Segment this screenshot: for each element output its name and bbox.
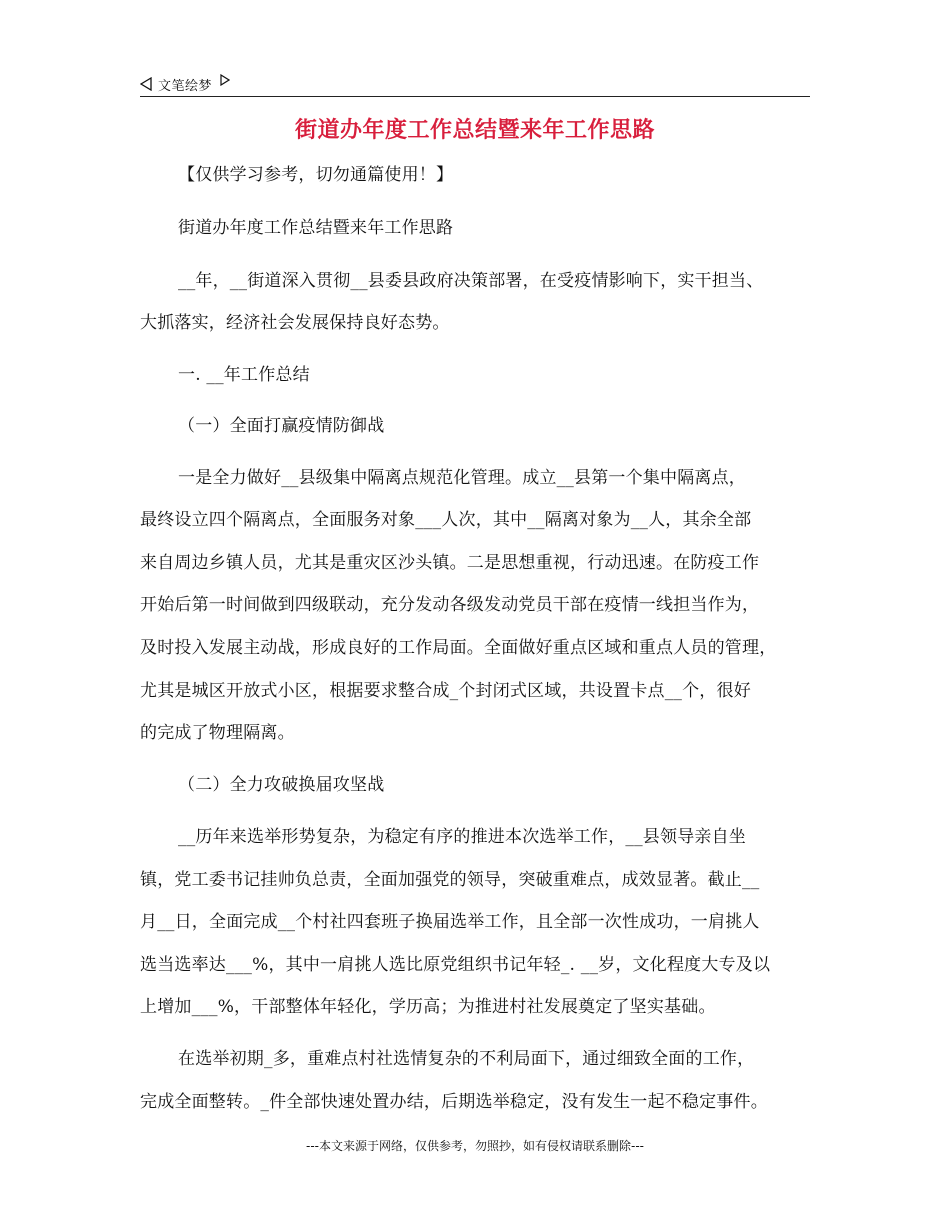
paragraph-line: 的完成了物理隔离。 bbox=[140, 723, 295, 743]
paragraph-line: 上增加___%，干部整体年轻化，学历高；为推进村社发展奠定了坚实基础。 bbox=[140, 997, 716, 1017]
subsection-heading: （一）全面打赢疫情防御战 bbox=[178, 416, 385, 436]
subsection-heading: （二）全力攻破换届攻坚战 bbox=[178, 775, 385, 795]
paragraph-line: 尤其是城区开放式小区，根据要求整合成_个封闭式区域，共设置卡点__个，很好 bbox=[140, 681, 751, 701]
page-footer: ---本文来源于网络，仅供参考，勿照抄，如有侵权请联系删除--- bbox=[306, 1139, 644, 1153]
paragraph-line: __年，__街道深入贯彻__县委县政府决策部署，在受疫情影响下，实干担当、 bbox=[178, 271, 764, 291]
section-heading: 一. __年工作总结 bbox=[178, 365, 310, 385]
subtitle-line: 街道办年度工作总结暨来年工作思路 bbox=[178, 218, 454, 238]
page-header bbox=[140, 72, 810, 97]
paragraph-line: 月__日，全面完成__个村社四套班子换届选举工作，且全部一次性成功，一肩挑人 bbox=[140, 912, 760, 932]
paragraph-line: 最终设立四个隔离点，全面服务对象___人次，其中__隔离对象为__人，其余全部 bbox=[140, 510, 752, 530]
disclaimer-line: 【仅供学习参考，切勿通篇使用！】 bbox=[178, 165, 454, 185]
paragraph-line: 大抓落实，经济社会发展保持良好态势。 bbox=[140, 313, 450, 333]
paragraph-line: 在选举初期_多，重难点村社选情复杂的不利局面下，通过细致全面的工作， bbox=[178, 1049, 755, 1069]
triangle-right-icon bbox=[220, 74, 230, 86]
paragraph-line: 完成全面整转。_件全部快速处置办结，后期选举稳定，没有发生一起不稳定事件。 bbox=[140, 1092, 768, 1112]
document-title: 街道办年度工作总结暨来年工作思路 bbox=[294, 118, 655, 143]
triangle-left-icon bbox=[140, 77, 152, 91]
paragraph-line: 来自周边乡镇人员，尤其是重灾区沙头镇。二是思想重视，行动迅速。在防疫工作 bbox=[140, 553, 760, 573]
header-brand: 文笔绘梦 bbox=[158, 78, 213, 94]
paragraph-line: 一是全力做好__县级集中隔离点规范化管理。成立__县第一个集中隔离点， bbox=[178, 468, 746, 488]
paragraph-line: 开始后第一时间做到四级联动，充分发动各级发动党员干部在疫情一线担当作为， bbox=[140, 595, 760, 615]
paragraph-line: __历年来选举形势复杂，为稳定有序的推进本次选举工作，__县领导亲自坐 bbox=[178, 827, 746, 847]
paragraph-line: 镇，党工委书记挂帅负总责，全面加强党的领导，突破重难点，成效显著。截止__ bbox=[140, 870, 760, 890]
paragraph-line: 及时投入发展主动战，形成良好的工作局面。全面做好重点区域和重点人员的管理， bbox=[140, 638, 777, 658]
paragraph-line: 选当选率达___%，其中一肩挑人选比原党组织书记年轻_. __岁，文化程度大专及以 bbox=[140, 955, 771, 975]
